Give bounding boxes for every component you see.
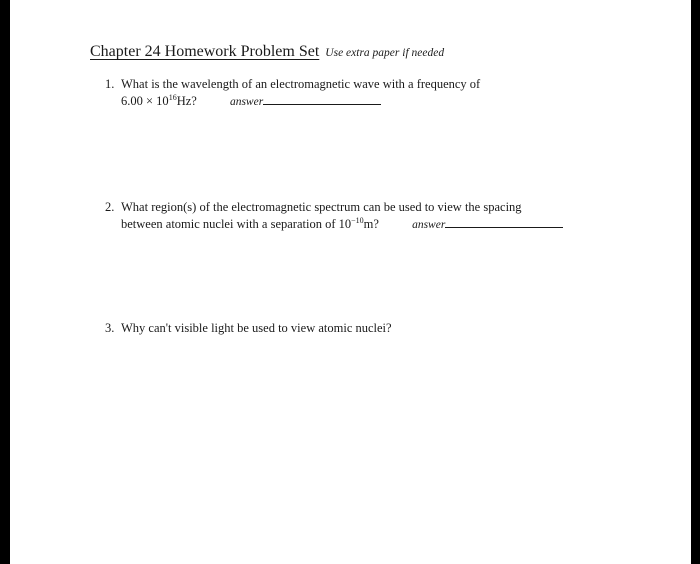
question-number: 2. <box>105 200 115 214</box>
page-title: Chapter 24 Homework Problem Set <box>90 43 320 60</box>
frequency-value: 6.00 × 10 <box>121 94 169 108</box>
question-2 <box>105 199 563 234</box>
question-text: Why can't visible light be used to view atomic nuclei? <box>121 321 392 335</box>
separation-unit: m? <box>363 217 379 231</box>
page-header <box>90 41 444 61</box>
question-3 <box>105 320 392 337</box>
answer-label: answer <box>412 219 446 231</box>
question-number: 1. <box>105 77 115 91</box>
question-text: What is the wavelength of an electromagnetic wave with a frequency of <box>121 77 481 91</box>
question-text: What region(s) of the electromagnetic spectrum can be used to view the spacing <box>121 200 522 214</box>
answer-label: answer <box>229 96 264 108</box>
homework-page <box>10 0 691 564</box>
separation-exponent: −10 <box>351 215 364 225</box>
answer-blank[interactable] <box>445 217 563 228</box>
answer-blank[interactable] <box>263 94 381 105</box>
question-1 <box>105 76 480 111</box>
frequency-exponent: 16 <box>168 92 177 102</box>
frequency-unit: Hz? <box>176 94 197 108</box>
separation-value: between atomic nuclei with a separation of 10 <box>121 217 352 231</box>
question-number: 3. <box>105 321 115 335</box>
page-subtitle: Use extra paper if needed <box>325 47 445 59</box>
